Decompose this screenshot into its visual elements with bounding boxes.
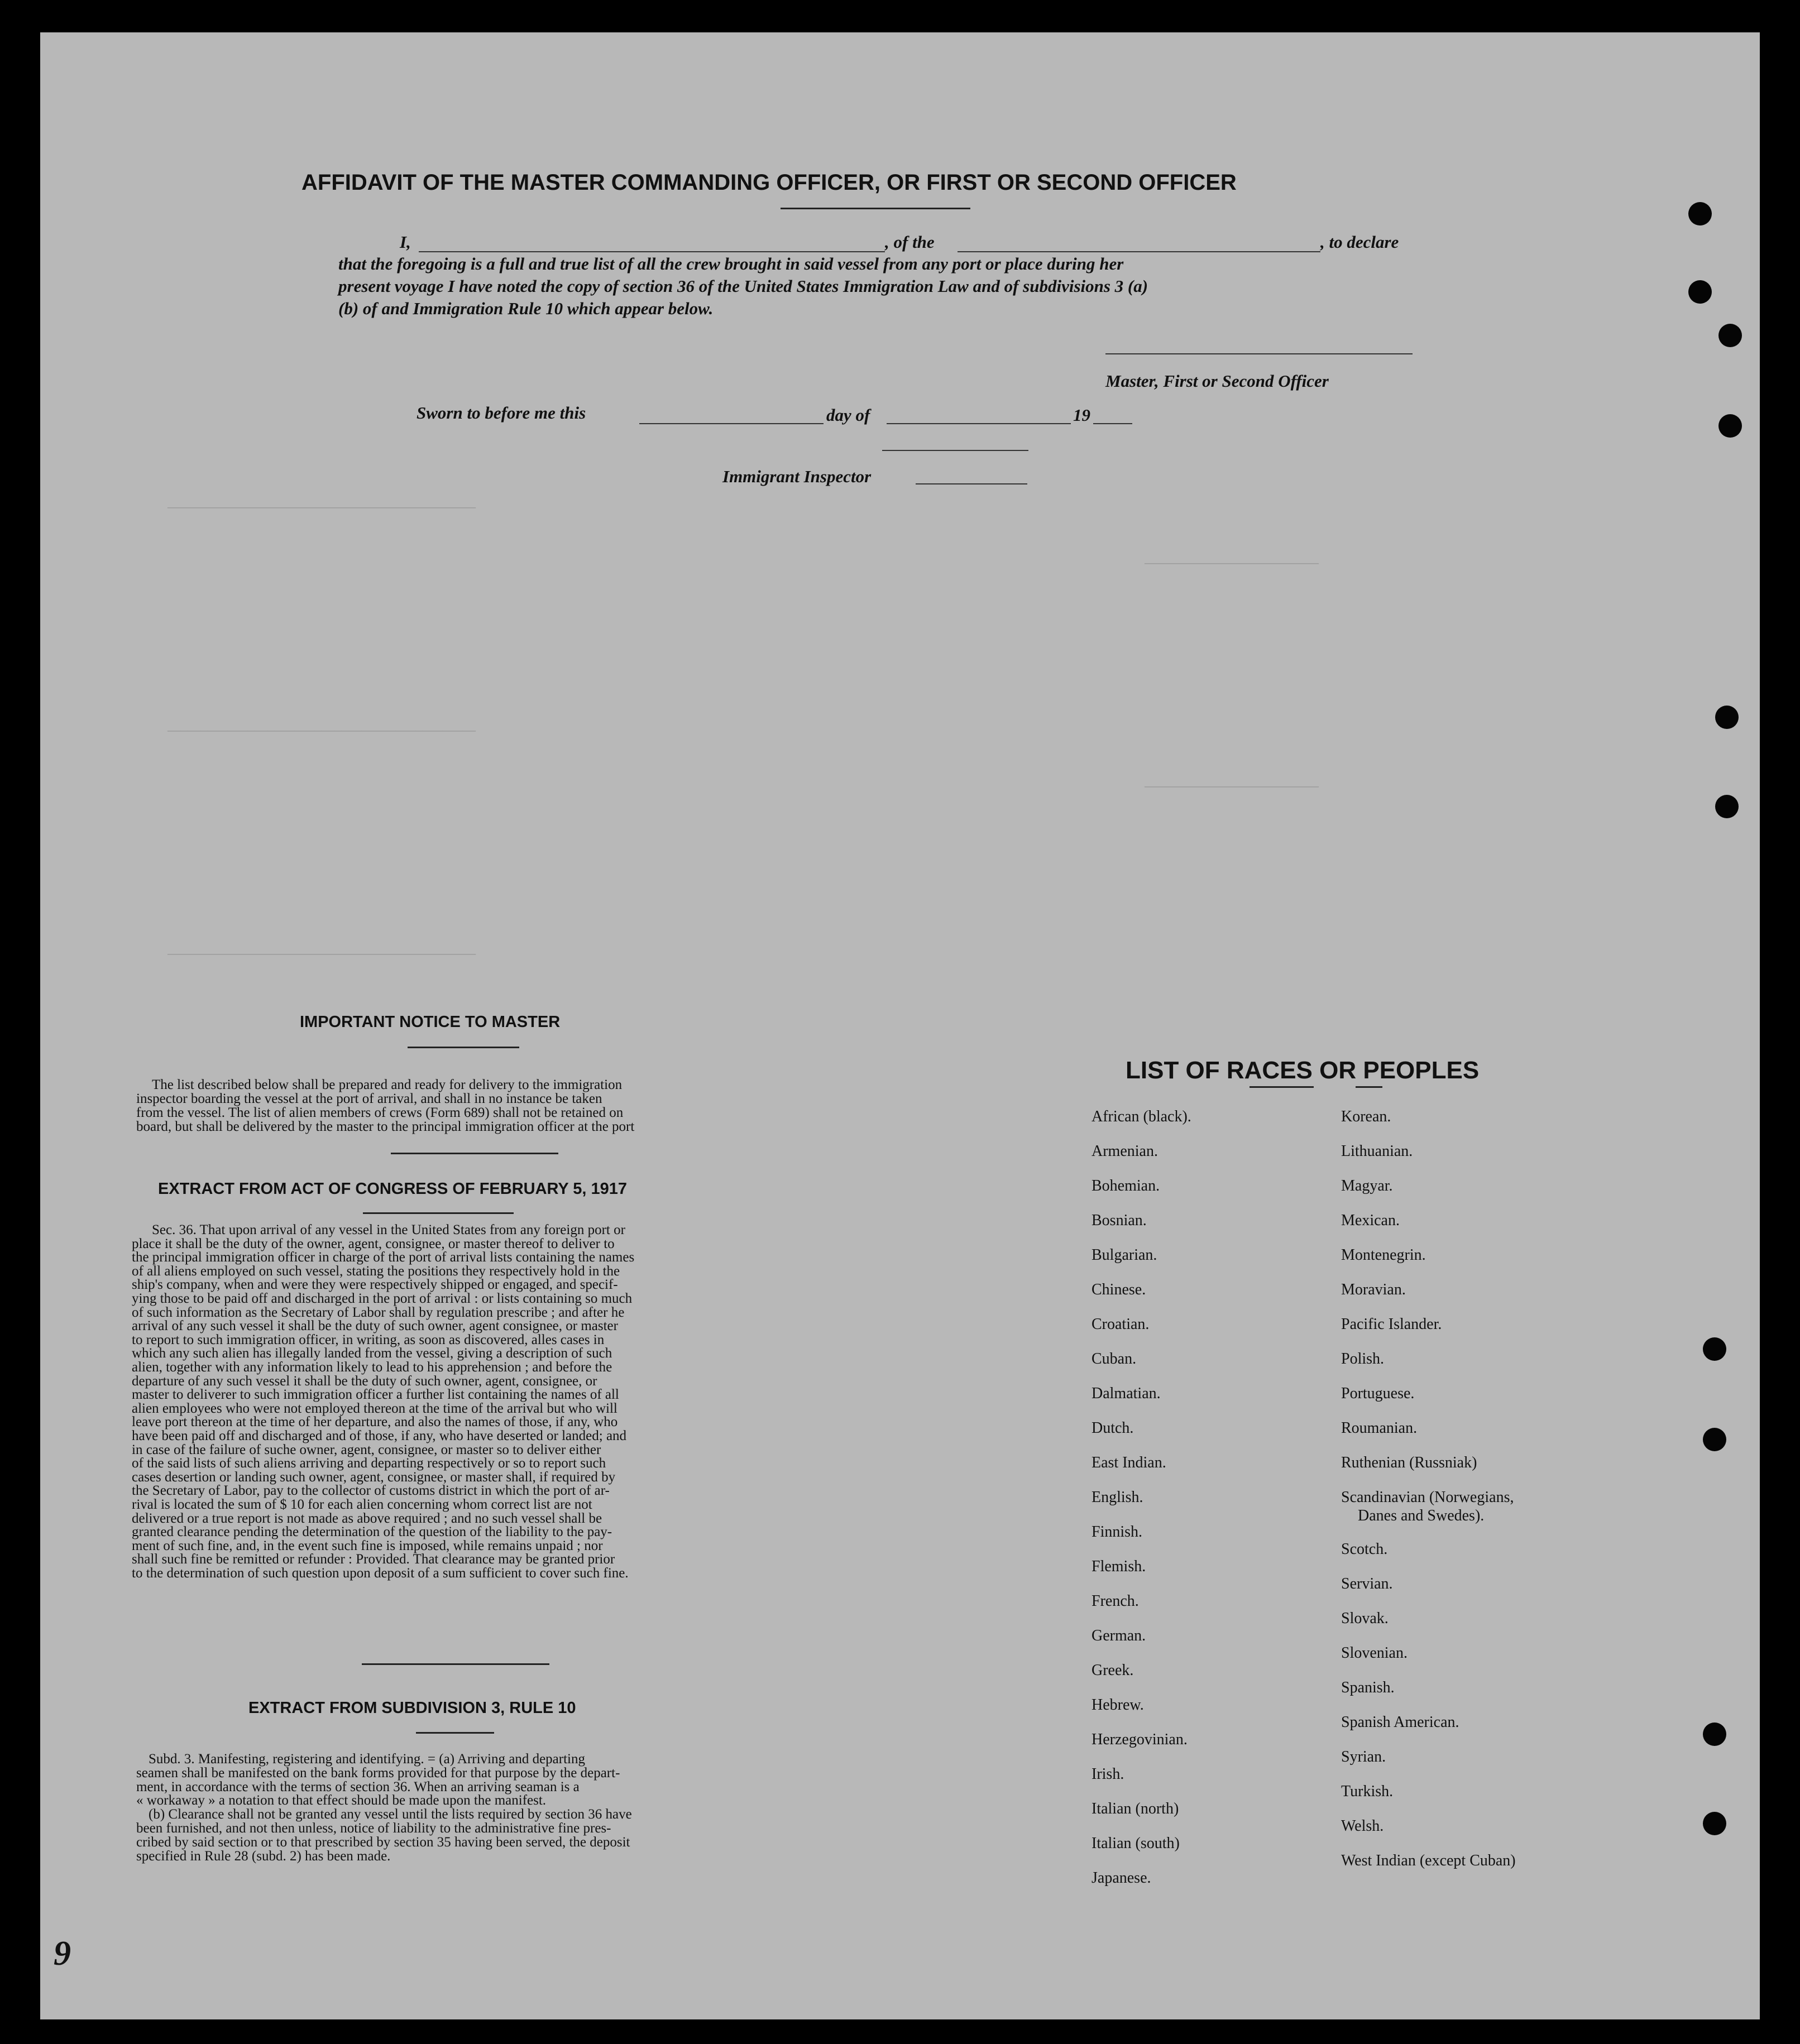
- inspector-label: Immigrant Inspector: [722, 467, 872, 486]
- punch-hole: [1715, 706, 1739, 729]
- punch-hole: [1703, 1812, 1726, 1835]
- rule10-line: (b) Clearance shall not be granted any vessel until the lists required by section 36 have: [149, 1807, 632, 1822]
- declare-label: , to declare: [1320, 232, 1399, 252]
- act-line: to report to such immigration officer, in writing, as soon as discovered, alles cases in: [132, 1332, 605, 1347]
- punch-hole: [1718, 324, 1742, 347]
- punch-hole: [1688, 280, 1712, 304]
- act-line: in case of the failure of suche owner, agent, consignee, or master so to deliver either: [132, 1442, 601, 1457]
- punch-hole: [1703, 1337, 1726, 1361]
- rule10-line: seamen shall be manifested on the bank forms provided for that purpose by the depart-: [136, 1765, 620, 1781]
- race-item: Irish.: [1092, 1765, 1124, 1783]
- race-item: Croatian.: [1092, 1316, 1150, 1333]
- rule10-line: « workaway » a notation to that effect should be made upon the manifest.: [136, 1793, 547, 1808]
- punch-hole: [1715, 795, 1739, 818]
- act-line: have been paid off and discharged and of those, if any, who have deserted or landed; and: [132, 1428, 627, 1443]
- race-item: West Indian (except Cuban): [1341, 1852, 1516, 1869]
- notice-divider: [408, 1047, 519, 1048]
- sworn-label: Sworn to before me this: [417, 403, 586, 423]
- act-line: of the said lists of such aliens arriving and departing respectively or so to report such: [132, 1456, 606, 1471]
- notice-bottom-divider: [391, 1153, 558, 1154]
- race-item: Herzegovinian.: [1092, 1731, 1188, 1748]
- race-item: Chinese.: [1092, 1281, 1146, 1298]
- act-line: which any such alien has illegally landed from the vessel, giving a description of such: [132, 1346, 612, 1361]
- notice-line: The list described below shall be prepared and ready for delivery to the immigration: [152, 1077, 623, 1092]
- inspector-name-field[interactable]: [916, 483, 1027, 484]
- race-item: Dutch.: [1092, 1419, 1134, 1437]
- notice-line: inspector boarding the vessel at the port of arrival, and shall in no instance be taken: [136, 1091, 602, 1106]
- act-line: cases desertion or landing such owner, agent, consignee, or master shall, if required by: [132, 1469, 616, 1485]
- race-item: Welsh.: [1341, 1817, 1384, 1835]
- page-number: 9: [54, 1935, 71, 1973]
- bleed-through-marks: ──────────────────────────────────────────────: [167, 502, 476, 515]
- sworn-year-field[interactable]: [1093, 423, 1132, 424]
- punch-hole: [1703, 1722, 1726, 1746]
- act-divider: [363, 1212, 514, 1214]
- act-line: Sec. 36. That upon arrival of any vessel in the United States from any foreign port or: [152, 1222, 625, 1237]
- act-line: the principal immigration officer in charge of the port of arrival lists containing the names: [132, 1250, 635, 1265]
- declarant-name-field[interactable]: [419, 251, 885, 252]
- race-item: Pacific Islander.: [1341, 1316, 1442, 1333]
- bleed-through-marks: ──────────────────────────────────────────────: [167, 726, 476, 738]
- notice-line: board, but shall be delivered by the master to the principal immigration officer at the port: [136, 1119, 635, 1134]
- act-line: delivered or a true report is not made as above required ; and no such vessel shall be: [132, 1510, 602, 1526]
- notice-title: IMPORTANT NOTICE TO MASTER: [300, 1013, 561, 1031]
- act-line: place it shall be the duty of the owner, agent, consignee, or master thereof to deliver to: [132, 1236, 615, 1251]
- race-item: Finnish.: [1092, 1523, 1143, 1541]
- act-line: rival is located the sum of $ 10 for each alien concerning whom correct list are not: [132, 1497, 592, 1512]
- race-item: Slovenian.: [1341, 1644, 1408, 1662]
- rule10-line: ment, in accordance with the terms of section 36. When an arriving seaman is a: [136, 1779, 580, 1795]
- race-item: Spanish.: [1341, 1679, 1395, 1696]
- race-item: Turkish.: [1341, 1783, 1394, 1800]
- affidavit-line: (b) of and Immigration Rule 10 which appear below.: [338, 299, 714, 318]
- bleed-through-marks: ──────────────────────────────────────────────: [167, 949, 476, 962]
- punch-hole: [1703, 1428, 1726, 1451]
- race-item: Lithuanian.: [1341, 1143, 1413, 1160]
- rule10-title: EXTRACT FROM SUBDIVISION 3, RULE 10: [248, 1699, 576, 1717]
- race-item: French.: [1092, 1592, 1139, 1610]
- race-item: Italian (north): [1092, 1800, 1179, 1817]
- affidavit-title: AFFIDAVIT OF THE MASTER COMMANDING OFFICER, OR FIRST OR SECOND OFFICER: [301, 170, 1237, 195]
- rule10-line: Subd. 3. Manifesting, registering and identifying. = (a) Arriving and departing: [149, 1752, 585, 1767]
- year-label: 19: [1073, 405, 1090, 425]
- race-item: Magyar.: [1341, 1177, 1393, 1194]
- race-item: English.: [1092, 1489, 1143, 1506]
- race-item: Japanese.: [1092, 1869, 1151, 1887]
- affidavit-line: present voyage I have noted the copy of section 36 of the United States Immigration Law and of subdivisions 3 (a): [338, 276, 1148, 296]
- act-line: of all aliens employed on such vessel, stating the positions they respectively hold in the: [132, 1263, 620, 1279]
- race-item: Cuban.: [1092, 1350, 1137, 1368]
- race-item: Greek.: [1092, 1662, 1134, 1679]
- rule10-line: cribed by said section or to that prescribed by section 35 having been served, the deposit: [136, 1834, 630, 1850]
- rule10-divider: [416, 1732, 494, 1734]
- signature-field[interactable]: [1105, 353, 1413, 354]
- act-line: master to deliverer to such immigration officer a further list containing the names of all: [132, 1387, 619, 1403]
- sworn-month-field[interactable]: [887, 423, 1071, 424]
- race-item: Mexican.: [1341, 1212, 1400, 1229]
- race-item: Scandinavian (Norwegians,: [1341, 1489, 1514, 1506]
- act-line: alien employees who were not employed thereon at the time of the arrival but who will: [132, 1400, 617, 1416]
- bleed-through-marks: ──────────────────────────: [1145, 781, 1319, 794]
- vessel-label: , of the: [885, 232, 935, 252]
- race-item: Polish.: [1341, 1350, 1385, 1368]
- rule10-line: specified in Rule 28 (subd. 2) has been made.: [136, 1848, 391, 1864]
- race-item: Spanish American.: [1341, 1714, 1459, 1731]
- race-item: Portuguese.: [1341, 1385, 1415, 1402]
- act-line: of such information as the Secretary of Labor shall by regulation prescribe ; and after he: [132, 1304, 625, 1320]
- act-line: shall such fine be remitted or refunder : Provided. That clearance may be granted prior: [132, 1552, 615, 1567]
- title-divider: [781, 208, 970, 209]
- act-bottom-divider: [362, 1663, 549, 1665]
- races-underline-races: [1250, 1086, 1314, 1088]
- race-item: Roumanian.: [1341, 1419, 1418, 1437]
- act-line: alien, together with any information likely to lead to his apprehension ; and before the: [132, 1360, 612, 1375]
- inspector-signature-field[interactable]: [882, 450, 1028, 451]
- race-item: German.: [1092, 1627, 1146, 1644]
- act-line: to the determination of such question upon deposit of a sum sufficient to cover such fine.: [132, 1566, 629, 1581]
- race-item: Dalmatian.: [1092, 1385, 1161, 1402]
- notice-line: from the vessel. The list of alien members of crews (Form 689) shall not be retained on: [136, 1105, 624, 1120]
- act-line: the Secretary of Labor, pay to the collector of customs district in which the port of ar-: [132, 1483, 610, 1499]
- bleed-through-marks: ──────────────────────────: [1145, 558, 1319, 571]
- race-item: Scotch.: [1341, 1541, 1388, 1558]
- act-line: granted clearance pending the determination of the question of the liability to the pay-: [132, 1524, 612, 1540]
- race-item: Hebrew.: [1092, 1696, 1144, 1714]
- punch-hole: [1718, 414, 1742, 438]
- race-item: Flemish.: [1092, 1558, 1146, 1575]
- race-item: African (black).: [1092, 1108, 1191, 1125]
- race-item: Syrian.: [1341, 1748, 1386, 1765]
- act-line: ship's company, when and were they were respectively shipped or engaged, and specif-: [132, 1277, 618, 1293]
- race-item: Danes and Swedes).: [1358, 1507, 1485, 1524]
- rule10-line: been furnished, and not then unless, notice of liability to the administrative fine pres-: [136, 1821, 611, 1836]
- punch-hole: [1688, 202, 1712, 225]
- declarant-label: I,: [400, 232, 411, 252]
- race-item: Montenegrin.: [1341, 1246, 1426, 1264]
- act-title: EXTRACT FROM ACT OF CONGRESS OF FEBRUARY 5, 1917: [158, 1180, 628, 1198]
- act-line: departure of any such vessel it shall be the duty of such owner, agent, consignee, or: [132, 1373, 597, 1389]
- race-item: Moravian.: [1341, 1281, 1406, 1298]
- race-item: Korean.: [1341, 1108, 1391, 1125]
- race-item: Ruthenian (Russniak): [1341, 1454, 1477, 1471]
- act-line: ment of such fine, and, in the event such fine is imposed, while remains unpaid ; nor: [132, 1538, 603, 1553]
- document-page: [40, 32, 1760, 2019]
- races-title: LIST OF RACES OR PEOPLES: [1126, 1057, 1480, 1084]
- affidavit-line: that the foregoing is a full and true list of all the crew brought in said vessel from any port or place during her: [338, 254, 1124, 274]
- race-item: Slovak.: [1341, 1610, 1389, 1627]
- act-line: ying those to be paid off and discharged in the port of arrival : or lists containing so much: [132, 1291, 633, 1306]
- act-line: arrival of any such vessel it shall be the duty of such owner, agent consignee, or master: [132, 1318, 618, 1334]
- race-item: Bulgarian.: [1092, 1246, 1157, 1264]
- vessel-name-field[interactable]: [958, 251, 1320, 252]
- act-line: leave port thereon at the time of her departure, and also the names of those, if any, who: [132, 1414, 618, 1430]
- signature-label: Master, First or Second Officer: [1105, 371, 1329, 391]
- race-item: Bosnian.: [1092, 1212, 1147, 1229]
- sworn-day-field[interactable]: [639, 423, 824, 424]
- race-item: Servian.: [1341, 1575, 1393, 1592]
- day-of-label: day of: [826, 405, 870, 425]
- race-item: Italian (south): [1092, 1835, 1180, 1852]
- race-item: East Indian.: [1092, 1454, 1166, 1471]
- races-underline-or: [1356, 1086, 1382, 1088]
- race-item: Bohemian.: [1092, 1177, 1160, 1194]
- race-item: Armenian.: [1092, 1143, 1158, 1160]
